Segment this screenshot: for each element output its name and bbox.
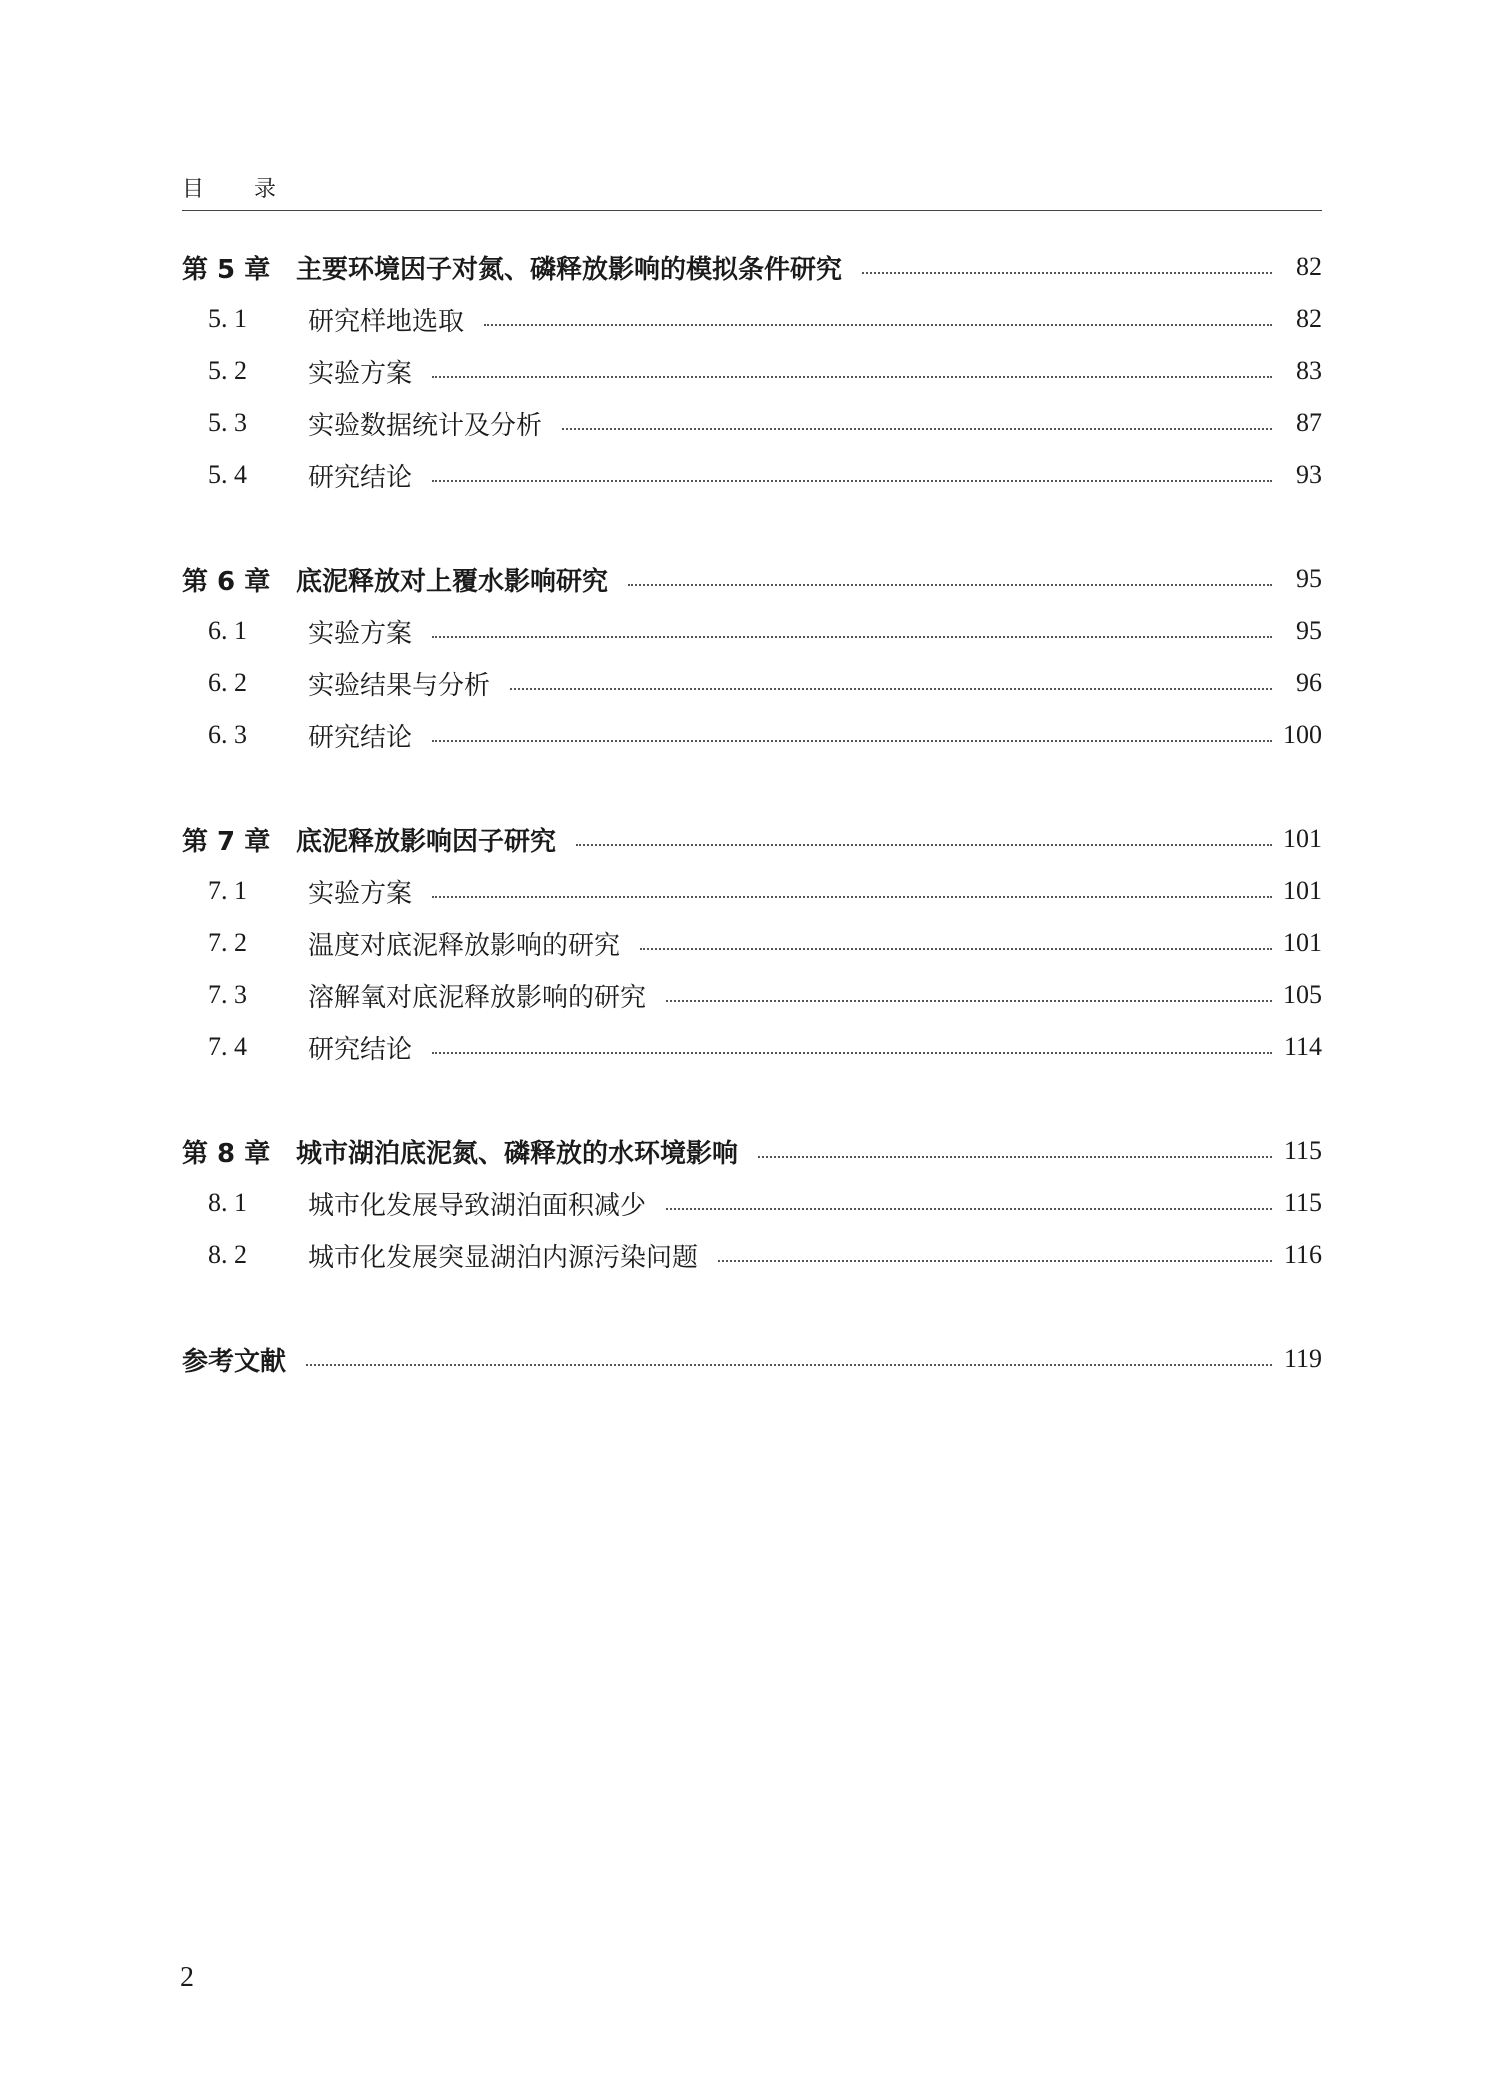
dot-leader (758, 1156, 1272, 1158)
toc-entry-title: 实验方案 (308, 618, 413, 649)
toc-entry-number: 6. 3 (208, 720, 247, 749)
dot-leader (432, 1052, 1272, 1054)
toc-entry-title: 实验方案 (308, 878, 413, 909)
toc-section-entry[interactable] (182, 663, 1322, 703)
running-header (182, 168, 1322, 208)
dot-leader (432, 740, 1272, 742)
header-char-1: 目 (182, 177, 205, 202)
toc-chapter-entry[interactable] (182, 1339, 1322, 1379)
header-rule (182, 210, 1322, 211)
dot-leader (484, 324, 1272, 326)
toc-entry-number: 5. 1 (208, 304, 247, 333)
toc-entry-page: 100 (1283, 720, 1322, 749)
toc-entry-page: 96 (1296, 668, 1322, 697)
toc-entry-number: 第 6 章 (182, 566, 271, 597)
page-number: 2 (180, 1962, 194, 1993)
dot-leader (432, 480, 1272, 482)
toc-entry-number: 第 8 章 (182, 1138, 271, 1169)
toc-entry-title: 实验结果与分析 (308, 670, 491, 701)
dot-leader (432, 636, 1272, 638)
dot-leader (666, 1208, 1272, 1210)
toc-entry-title: 实验方案 (308, 358, 413, 389)
toc-entry-number: 7. 1 (208, 876, 247, 905)
dot-leader (862, 272, 1272, 274)
toc-entry-page: 115 (1283, 1136, 1322, 1165)
toc-entry-page: 101 (1283, 876, 1322, 905)
dot-leader (306, 1364, 1272, 1366)
toc-entry-page: 95 (1296, 564, 1322, 593)
toc-entry-number: 5. 4 (208, 460, 247, 489)
toc-entry-title: 研究结论 (308, 462, 413, 493)
dot-leader (640, 948, 1272, 950)
toc-entry-number: 5. 3 (208, 408, 247, 437)
toc-entry-page: 83 (1296, 356, 1322, 385)
toc-entry-title: 温度对底泥释放影响的研究 (308, 930, 621, 961)
toc-entry-page: 105 (1283, 980, 1322, 1009)
toc-section-entry[interactable] (182, 1183, 1322, 1223)
toc-entry-page: 93 (1296, 460, 1322, 489)
toc-section-entry[interactable] (182, 715, 1322, 755)
toc-entry-number: 7. 4 (208, 1032, 247, 1061)
toc-entry-page: 87 (1296, 408, 1322, 437)
toc-entry-number: 6. 2 (208, 668, 247, 697)
toc-section-entry[interactable] (182, 455, 1322, 495)
toc-section-entry[interactable] (182, 1235, 1322, 1275)
dot-leader (666, 1000, 1272, 1002)
toc-entry-number: 第 5 章 (182, 254, 271, 285)
toc-section-entry[interactable] (182, 299, 1322, 339)
toc-entry-number: 6. 1 (208, 616, 247, 645)
toc-entry-title: 城市湖泊底泥氮、磷释放的水环境影响 (296, 1138, 739, 1169)
toc-entry-number: 5. 2 (208, 356, 247, 385)
toc-entry-page: 101 (1283, 928, 1322, 957)
toc-entry-title: 溶解氧对底泥释放影响的研究 (308, 982, 647, 1013)
toc-entry-title: 研究结论 (308, 1034, 413, 1065)
dot-leader (718, 1260, 1272, 1262)
header-char-2: 录 (254, 177, 277, 202)
toc-entry-number: 第 7 章 (182, 826, 271, 857)
toc-entry-title: 参考文献 (182, 1346, 287, 1377)
toc-chapter-entry[interactable] (182, 819, 1322, 859)
toc-entry-page: 116 (1283, 1240, 1322, 1269)
toc-section-entry[interactable] (182, 403, 1322, 443)
toc-section-entry[interactable] (182, 611, 1322, 651)
toc-entry-page: 82 (1296, 252, 1322, 281)
toc-entry-number: 7. 2 (208, 928, 247, 957)
toc-entry-title: 主要环境因子对氮、磷释放影响的模拟条件研究 (296, 254, 843, 285)
toc-entry-page: 82 (1296, 304, 1322, 333)
toc-entry-page: 95 (1296, 616, 1322, 645)
toc-entry-page: 114 (1283, 1032, 1322, 1061)
dot-leader (432, 896, 1272, 898)
dot-leader (432, 376, 1272, 378)
toc-entry-number: 8. 1 (208, 1188, 247, 1217)
toc-chapter-entry[interactable] (182, 247, 1322, 287)
toc-chapter-entry[interactable] (182, 1131, 1322, 1171)
toc-entry-title: 实验数据统计及分析 (308, 410, 543, 441)
toc-entry-title: 底泥释放影响因子研究 (296, 826, 557, 857)
toc-entry-page: 115 (1283, 1188, 1322, 1217)
toc-section-entry[interactable] (182, 923, 1322, 963)
toc-entry-number: 8. 2 (208, 1240, 247, 1269)
toc-entry-title: 研究样地选取 (308, 306, 465, 337)
toc-section-entry[interactable] (182, 975, 1322, 1015)
toc-entry-number: 7. 3 (208, 980, 247, 1009)
toc-entry-title: 城市化发展突显湖泊内源污染问题 (308, 1242, 699, 1273)
toc-entry-page: 101 (1283, 824, 1322, 853)
dot-leader (510, 688, 1272, 690)
toc-chapter-entry[interactable] (182, 559, 1322, 599)
dot-leader (628, 584, 1272, 586)
toc-entry-title: 城市化发展导致湖泊面积减少 (308, 1190, 647, 1221)
dot-leader (562, 428, 1272, 430)
toc-entry-title: 底泥释放对上覆水影响研究 (296, 566, 609, 597)
toc-entry-title: 研究结论 (308, 722, 413, 753)
toc-section-entry[interactable] (182, 871, 1322, 911)
dot-leader (576, 844, 1272, 846)
toc-section-entry[interactable] (182, 351, 1322, 391)
toc-entry-page: 119 (1283, 1344, 1322, 1373)
toc-section-entry[interactable] (182, 1027, 1322, 1067)
